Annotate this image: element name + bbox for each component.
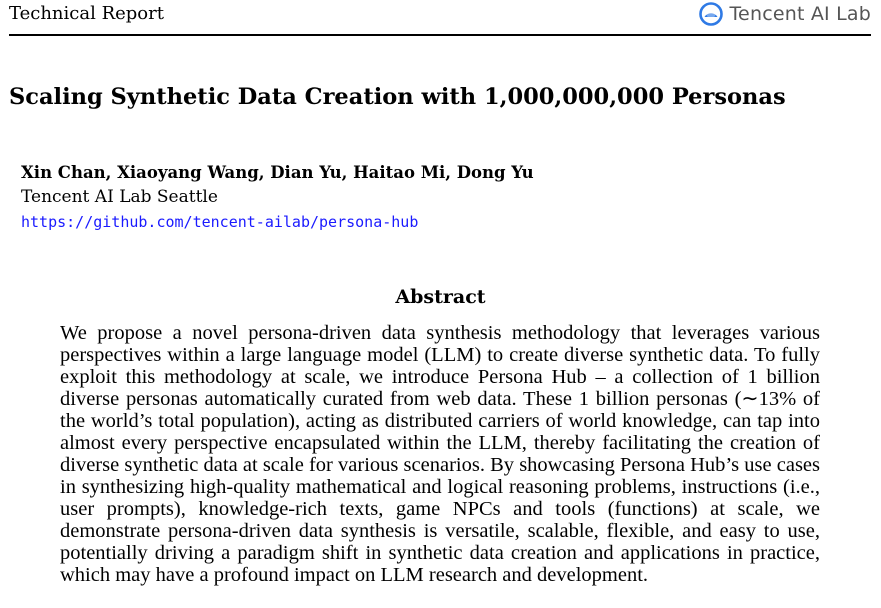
logo-text: Tencent AI Lab: [729, 3, 871, 25]
abstract-text: We propose a novel persona-driven data synthesis methodology that leverages various perspectives within a large language model (LLM) to create diverse synthetic data. To fully exploit this methodology at scale, we introduce Persona Hub – a collection of 1 billion diverse personas automatically curated from web data. These 1 billion personas (∼13% of the world’s total population), acting as distributed carriers of world knowledge, can tap into almost every perspective encapsulated within the LLM, thereby facilitating the creation of diverse synthetic data at scale for various scenarios. By showcasing Persona Hub’s use cases in synthesizing high-quality mathematical and logical reasoning problems, instructions (i.e., user prompts), knowledge-rich texts, game NPCs and tools (functions) at scale, we demonstrate persona-driven data synthesis is versatile, scalable, flexible, and easy to use, potentially driving a paradigm shift in synthetic data creation and applications in practice, which may have a profound impact on LLM research and development.: [60, 322, 820, 586]
affiliation: Tencent AI Lab Seattle: [21, 187, 218, 207]
abstract-heading: Abstract: [395, 286, 486, 308]
tencent-logo: [699, 2, 871, 26]
author-names: Xin Chan, Xiaoyang Wang, Dian Yu, Haitao Mi, Dong Yu: [21, 163, 534, 182]
paper-title: Scaling Synthetic Data Creation with 1,000,000,000 Personas: [9, 84, 786, 110]
tencent-ai-lab-logo-icon: [699, 2, 723, 26]
author-block: [21, 160, 534, 235]
page-header: [9, 0, 871, 36]
report-type-label: Technical Report: [9, 3, 164, 24]
repo-link[interactable]: https://github.com/tencent-ailab/persona-hub: [21, 213, 419, 231]
